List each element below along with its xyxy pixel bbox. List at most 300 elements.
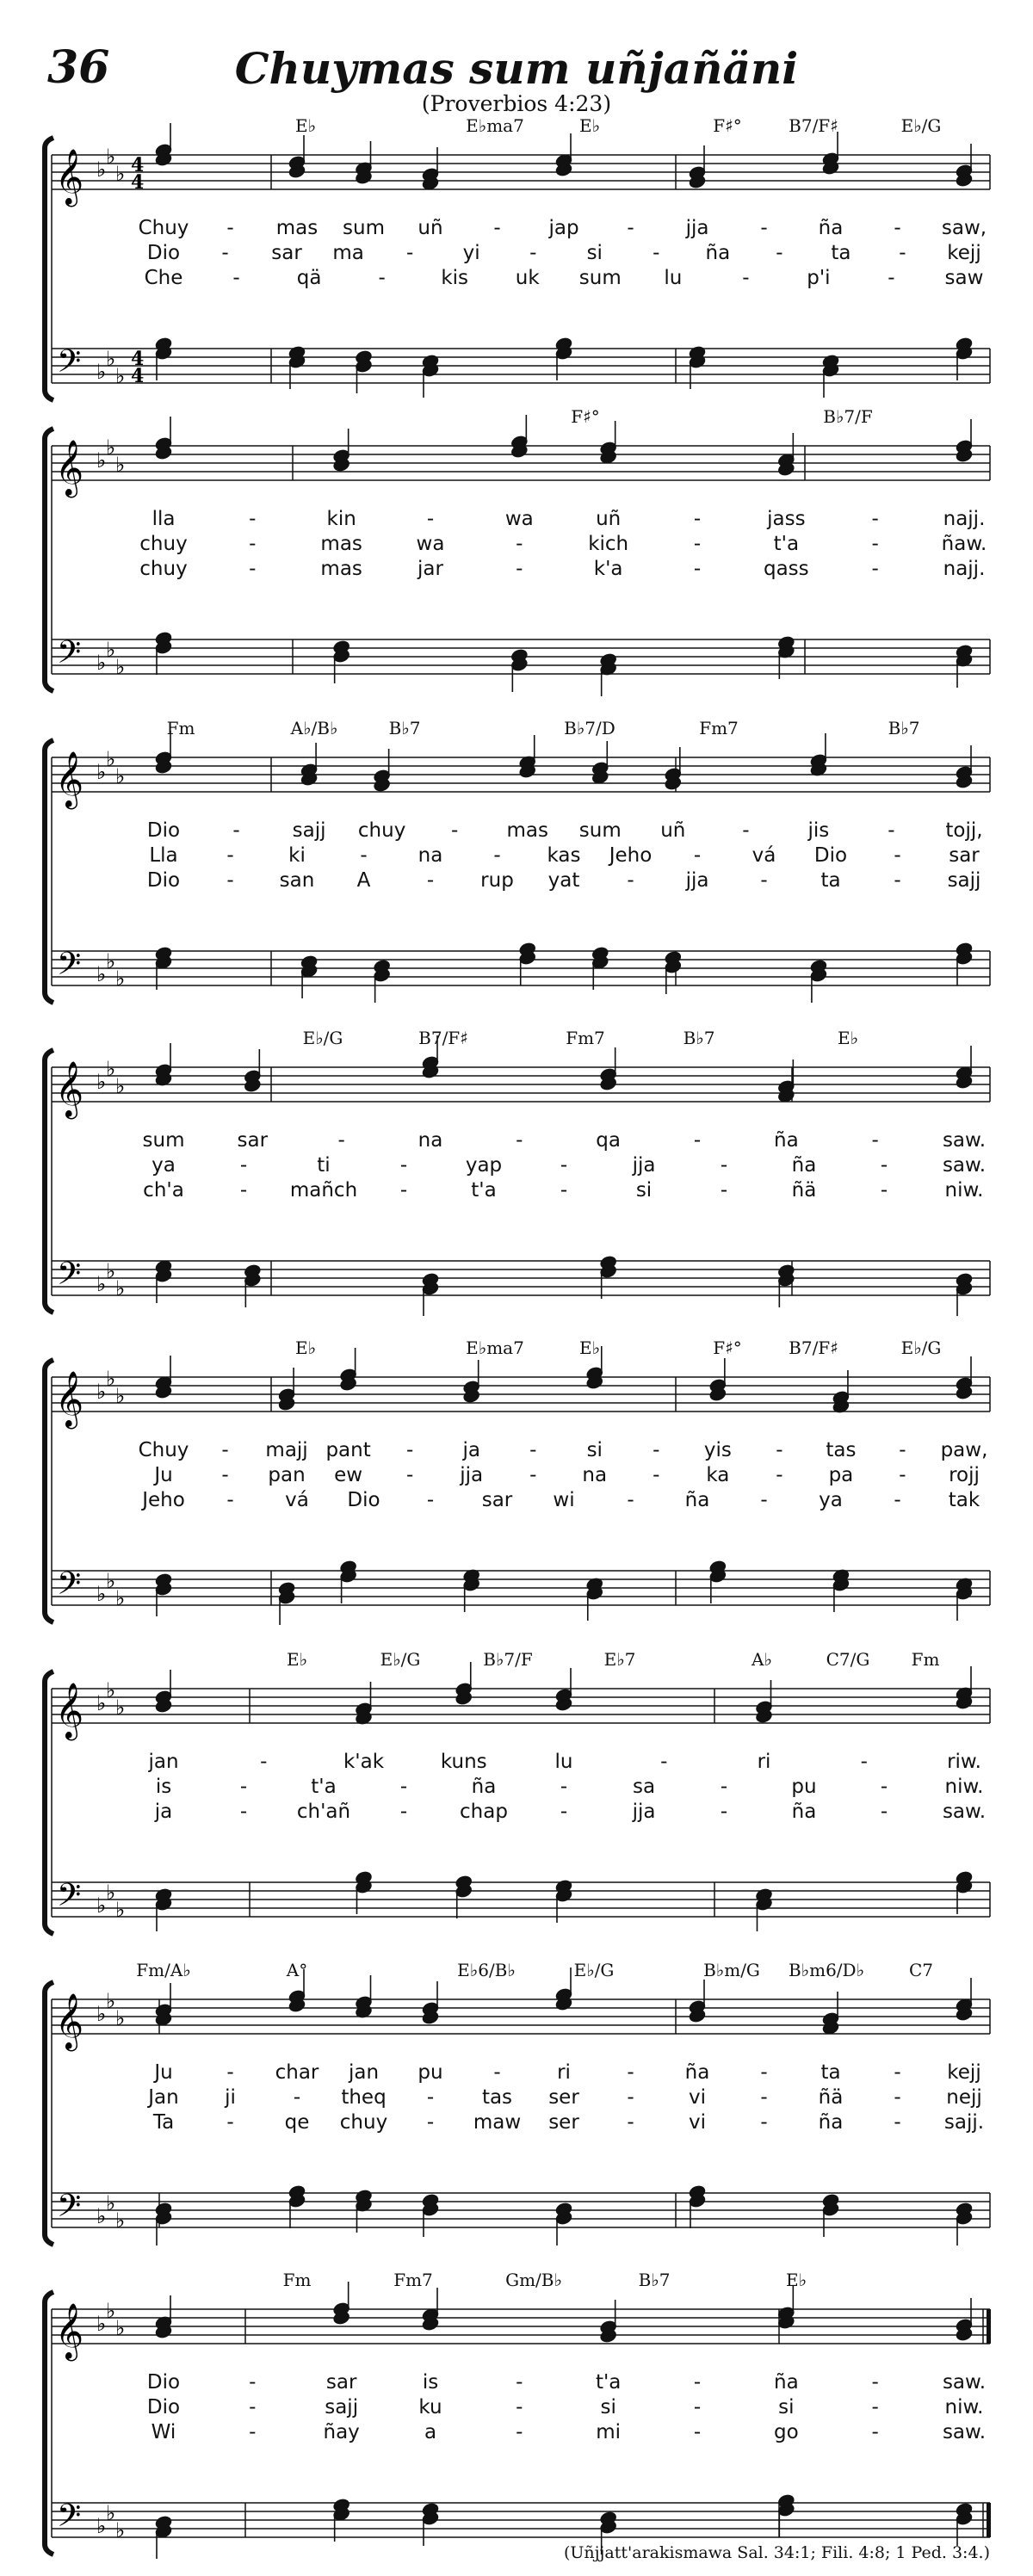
chord-symbol: B♭7/F	[823, 406, 873, 427]
lyric-syllable: nejj	[946, 2086, 982, 2109]
chord-symbol: C7	[908, 1960, 934, 1980]
lyric-syllable: ew	[334, 1464, 363, 1486]
syllable-hyphen: -	[660, 1751, 668, 1773]
key-flat-icon: ♭	[106, 747, 116, 771]
chord-symbol: E♭/G	[302, 1028, 343, 1048]
lyric-syllable: lu	[664, 267, 683, 289]
chord-symbol: C7/G	[826, 1649, 870, 1670]
key-flat-icon: ♭	[96, 158, 107, 182]
treble-staff	[52, 1067, 990, 1102]
key-flat-icon: ♭	[115, 1276, 126, 1300]
syllable-hyphen: -	[249, 558, 257, 580]
lyric-syllable: pan	[268, 1464, 306, 1486]
syllable-hyphen: -	[232, 267, 240, 289]
key-flat-icon: ♭	[96, 2002, 107, 2026]
syllable-hyphen: -	[860, 1751, 868, 1773]
lyric-syllable: tas	[481, 2086, 513, 2109]
syllable-hyphen: -	[693, 1129, 702, 1152]
syllable-hyphen: -	[894, 869, 901, 892]
syllable-hyphen: -	[221, 1439, 229, 1461]
lyric-syllable: yis	[703, 1439, 732, 1461]
key-flat-icon: ♭	[96, 1380, 107, 1404]
syllable-hyphen: -	[871, 533, 879, 555]
lyric-syllable: jan	[348, 2061, 380, 2084]
syllable-hyphen: -	[529, 1439, 537, 1461]
lyric-syllable: t'a	[595, 2371, 622, 2394]
syllable-hyphen: -	[871, 2421, 879, 2443]
lyric-syllable: ji	[225, 2086, 236, 2109]
lyric-syllable: wa	[416, 533, 445, 555]
lyric-syllable: lu	[554, 1751, 573, 1773]
lyric-syllable: mas	[320, 558, 362, 580]
key-flat-icon: ♭	[106, 436, 116, 460]
key-flat-icon: ♭	[115, 2316, 126, 2340]
lyric-syllable: Dio	[146, 2396, 181, 2418]
chord-symbol: B7/F♯	[789, 115, 838, 136]
key-flat-icon: ♭	[115, 2518, 126, 2542]
lyric-syllable: wi	[553, 1489, 575, 1511]
lyric-syllable: chap	[460, 1801, 508, 1823]
key-flat-icon: ♭	[115, 162, 126, 186]
key-flat-icon: ♭	[106, 2191, 116, 2215]
lyric-syllable: uñ	[418, 217, 443, 239]
syllable-hyphen: -	[399, 1179, 408, 1202]
syllable-hyphen: -	[249, 2371, 257, 2394]
syllable-hyphen: -	[871, 508, 879, 530]
key-flat-icon: ♭	[115, 1586, 126, 1610]
chord-symbol: E♭	[578, 1337, 601, 1358]
syllable-hyphen: -	[405, 242, 414, 264]
syllable-hyphen: -	[516, 1129, 523, 1152]
syllable-hyphen: -	[493, 2061, 501, 2084]
lyric-syllable: Ju	[154, 2061, 173, 2084]
bass-staff	[52, 1882, 990, 1917]
lyric-syllable: riw.	[947, 1751, 981, 1773]
chord-symbol: A°	[286, 1960, 308, 1980]
lyric-syllable: ser	[548, 2111, 579, 2134]
lyric-syllable: sa	[632, 1776, 656, 1798]
lyric-syllable: qe	[284, 2111, 310, 2134]
lyric-syllable: kuns	[440, 1751, 487, 1773]
lyric-syllable: chuy	[339, 2111, 388, 2134]
bass-clef-icon: 𝄢	[57, 343, 82, 387]
lyric-syllable: mi	[596, 2421, 622, 2443]
syllable-hyphen: -	[451, 819, 459, 842]
chord-symbol: Fm	[166, 718, 195, 738]
lyric-syllable: kejj	[947, 242, 981, 264]
chord-symbol: F♯°	[713, 115, 742, 136]
lyric-syllable: sar	[237, 1129, 269, 1152]
syllable-hyphen: -	[693, 2371, 702, 2394]
lyric-syllable: jis	[807, 819, 830, 842]
key-flat-icon: ♭	[106, 2299, 116, 2323]
chord-symbol: F♯°	[713, 1337, 742, 1358]
lyric-syllable: ña	[705, 242, 731, 264]
lyric-syllable: najj.	[943, 508, 986, 530]
chord-symbol: E♭/G	[380, 1649, 421, 1670]
chord-symbol: Fm/A♭	[136, 1960, 191, 1980]
chord-symbol: Fm7	[566, 1028, 605, 1048]
syllable-hyphen: -	[260, 1751, 268, 1773]
hymn-title: Chuymas sum uñjañäni	[234, 43, 799, 94]
key-flat-icon: ♭	[106, 1881, 116, 1905]
lyric-syllable: mas	[275, 217, 319, 239]
syllable-hyphen: -	[529, 1464, 537, 1486]
lyric-syllable: ser	[548, 2086, 579, 2109]
bass-clef-icon: 𝄢	[57, 1877, 82, 1921]
syllable-hyphen: -	[871, 1129, 879, 1152]
lyric-syllable: Ju	[154, 1464, 173, 1486]
syllable-hyphen: -	[226, 869, 234, 892]
time-signature: 4	[131, 365, 145, 387]
lyric-syllable: Jeho	[609, 844, 653, 867]
lyric-syllable: saw,	[941, 217, 987, 239]
lyric-syllable: vá	[752, 844, 776, 867]
syllable-hyphen: -	[720, 1179, 728, 1202]
lyric-syllable: uñ	[660, 819, 686, 842]
syllable-hyphen: -	[627, 2111, 634, 2134]
lyric-syllable: kich	[588, 533, 629, 555]
lyric-syllable: Chuy	[138, 217, 189, 239]
lyric-syllable: ya	[819, 1489, 843, 1511]
treble-clef-icon: 𝄞	[55, 1371, 84, 1427]
syllable-hyphen: -	[871, 2396, 879, 2418]
lyric-syllable: si	[600, 2396, 616, 2418]
syllable-hyphen: -	[516, 533, 523, 555]
lyric-syllable: pu	[418, 2061, 443, 2084]
chord-symbol: B7/F♯	[418, 1028, 468, 1048]
syllable-hyphen: -	[888, 819, 895, 842]
lyric-syllable: mas	[506, 819, 548, 842]
lyric-syllable: sar	[271, 242, 302, 264]
syllable-hyphen: -	[894, 1489, 901, 1511]
chord-symbol: E♭/G	[900, 115, 942, 136]
chord-symbol: E♭/G	[573, 1960, 615, 1980]
key-flat-icon: ♭	[106, 638, 116, 662]
bass-staff	[52, 1261, 990, 1295]
treble-clef-icon: 𝄞	[55, 751, 84, 807]
key-flat-icon: ♭	[115, 2006, 126, 2030]
key-flat-icon: ♭	[96, 2204, 107, 2228]
lyric-syllable: ña	[773, 2371, 799, 2394]
lyric-syllable: chuy	[139, 533, 188, 555]
lyric-syllable: niw.	[944, 1776, 984, 1798]
bass-clef-icon: 𝄢	[57, 1256, 82, 1300]
bass-clef-icon: 𝄢	[57, 634, 82, 678]
chord-symbol: E♭	[286, 1649, 308, 1670]
lyric-syllable: Dio	[146, 2371, 181, 2394]
lyric-syllable: paw,	[940, 1439, 988, 1461]
key-flat-icon: ♭	[96, 1893, 107, 1918]
syllable-hyphen: -	[760, 869, 768, 892]
lyric-syllable: jja	[632, 1801, 656, 1823]
lyric-syllable: mañch	[289, 1179, 358, 1202]
lyric-syllable: sar	[949, 844, 980, 867]
chord-symbol: A♭	[752, 1649, 772, 1670]
lyric-syllable: sar	[325, 2371, 357, 2394]
lyric-syllable: uñ	[596, 508, 622, 530]
syllable-hyphen: -	[693, 508, 702, 530]
lyric-syllable: saw.	[942, 1129, 987, 1152]
key-flat-icon: ♭	[106, 145, 116, 169]
key-flat-icon: ♭	[115, 1384, 126, 1408]
syllable-hyphen: -	[880, 1154, 888, 1177]
chord-symbol: B♭m/G	[703, 1960, 760, 1980]
syllable-hyphen: -	[899, 1464, 906, 1486]
lyric-syllable: ri	[557, 2061, 571, 2084]
lyric-syllable: pant	[325, 1439, 371, 1461]
chord-symbol: E♭ma7	[466, 115, 524, 136]
syllable-hyphen: -	[899, 242, 906, 264]
lyric-syllable: Dio	[146, 242, 181, 264]
key-flat-icon: ♭	[96, 1070, 107, 1094]
chord-symbol: B♭7/D	[564, 718, 615, 738]
lyric-syllable: Wi	[151, 2421, 176, 2443]
chord-symbol: E♭6/B♭	[457, 1960, 516, 1980]
chord-symbol: F♯°	[571, 406, 600, 427]
syllable-hyphen: -	[693, 2396, 702, 2418]
key-flat-icon: ♭	[96, 1691, 107, 1715]
lyric-syllable: ña	[791, 1154, 817, 1177]
treble-staff	[52, 155, 990, 189]
lyric-syllable: Che	[144, 267, 183, 289]
syllable-hyphen: -	[627, 1489, 634, 1511]
syllable-hyphen: -	[378, 267, 386, 289]
lyric-syllable: vi	[688, 2111, 707, 2134]
lyric-syllable: najj.	[943, 558, 986, 580]
lyric-syllable: sajj	[947, 869, 981, 892]
key-flat-icon: ♭	[115, 1898, 126, 1922]
lyric-syllable: vi	[688, 2086, 707, 2109]
key-flat-icon: ♭	[115, 764, 126, 788]
syllable-hyphen: -	[249, 2421, 257, 2443]
syllable-hyphen: -	[871, 558, 879, 580]
lyric-syllable: theq	[341, 2086, 387, 2109]
chord-symbol: E♭	[785, 2270, 807, 2290]
treble-staff	[52, 1999, 990, 2034]
key-flat-icon: ♭	[115, 2208, 126, 2233]
key-flat-icon: ♭	[106, 347, 116, 371]
lyric-syllable: sar	[481, 1489, 513, 1511]
chord-symbol: Fm	[282, 2270, 312, 2290]
syllable-hyphen: -	[776, 1464, 783, 1486]
lyric-syllable: sajj	[292, 819, 326, 842]
key-flat-icon: ♭	[115, 1074, 126, 1098]
lyric-syllable: jan	[148, 1751, 179, 1773]
syllable-hyphen: -	[880, 1179, 888, 1202]
lyric-syllable: Jan	[148, 2086, 179, 2109]
syllable-hyphen: -	[399, 1801, 408, 1823]
lyric-syllable: ta	[820, 869, 841, 892]
lyric-syllable: na	[418, 1129, 443, 1152]
syllable-hyphen: -	[720, 1801, 728, 1823]
lyric-syllable: yat	[547, 869, 580, 892]
chord-symbol: E♭ma7	[466, 1337, 524, 1358]
key-flat-icon: ♭	[96, 448, 107, 473]
syllable-hyphen: -	[760, 2061, 768, 2084]
syllable-hyphen: -	[493, 844, 501, 867]
syllable-hyphen: -	[693, 2421, 702, 2443]
key-flat-icon: ♭	[96, 360, 107, 384]
syllable-hyphen: -	[232, 819, 240, 842]
lyric-syllable: ñaw.	[941, 533, 987, 555]
syllable-hyphen: -	[426, 1489, 435, 1511]
chord-symbol: E♭/G	[900, 1337, 942, 1358]
lyric-syllable: ya	[152, 1154, 176, 1177]
syllable-hyphen: -	[894, 217, 901, 239]
bass-clef-icon: 𝄢	[57, 946, 82, 990]
chord-symbol: B7/F♯	[789, 1337, 838, 1358]
lyric-syllable: ja	[462, 1439, 480, 1461]
lyric-syllable: pu	[791, 1776, 817, 1798]
lyric-syllable: sajj.	[943, 2111, 985, 2134]
bass-clef-icon: 𝄢	[57, 2188, 82, 2232]
lyric-syllable: ch'a	[143, 1179, 184, 1202]
chord-symbol: Fm7	[393, 2270, 433, 2290]
lyric-syllable: yi	[462, 242, 480, 264]
syllable-hyphen: -	[239, 1179, 248, 1202]
lyric-syllable: ki	[288, 844, 306, 867]
lyric-syllable: a	[424, 2421, 437, 2443]
lyric-syllable: p'i	[807, 267, 831, 289]
lyric-syllable: jap	[548, 217, 579, 239]
key-flat-icon: ♭	[96, 651, 107, 675]
syllable-hyphen: -	[226, 1489, 234, 1511]
chord-symbol: Fm	[911, 1649, 940, 1670]
lyric-syllable: qä	[296, 267, 322, 289]
syllable-hyphen: -	[560, 1179, 568, 1202]
lyric-syllable: sum	[578, 267, 622, 289]
lyric-syllable: ña	[818, 217, 844, 239]
bass-staff	[52, 2503, 990, 2537]
lyric-syllable: si	[635, 1179, 653, 1202]
lyric-syllable: jja	[460, 1464, 484, 1486]
treble-clef-icon: 𝄞	[55, 2303, 84, 2359]
syllable-hyphen: -	[627, 2086, 634, 2109]
chord-symbol: E♭	[294, 115, 317, 136]
lyric-syllable: jass	[767, 508, 806, 530]
syllable-hyphen: -	[880, 1801, 888, 1823]
key-flat-icon: ♭	[115, 364, 126, 388]
chord-symbol: B♭7/F	[483, 1649, 533, 1670]
lyric-syllable: sum	[578, 819, 622, 842]
lyric-syllable: saw.	[942, 2371, 987, 2394]
lyric-syllable: ri	[757, 1751, 771, 1773]
lyric-syllable: chuy	[357, 819, 406, 842]
key-flat-icon: ♭	[96, 2312, 107, 2336]
lyric-syllable: ti	[317, 1154, 331, 1177]
syllable-hyphen: -	[239, 1801, 248, 1823]
lyric-syllable: k'ak	[343, 1751, 385, 1773]
lyric-syllable: sum	[343, 217, 385, 239]
lyric-syllable: kejj	[947, 2061, 981, 2084]
treble-clef-icon: 𝄞	[55, 1683, 84, 1739]
key-flat-icon: ♭	[96, 2514, 107, 2538]
key-flat-icon: ♭	[106, 949, 116, 973]
lyric-syllable: niw.	[944, 1179, 984, 1202]
chord-symbol: B♭7	[638, 2270, 671, 2290]
lyric-syllable: ta	[831, 242, 851, 264]
lyric-syllable: ñä	[818, 2086, 844, 2109]
syllable-hyphen: -	[653, 1464, 660, 1486]
syllable-hyphen: -	[776, 242, 783, 264]
lyric-syllable: ta	[820, 2061, 841, 2084]
syllable-hyphen: -	[516, 558, 523, 580]
lyric-syllable: rojj	[949, 1464, 980, 1486]
lyric-syllable: rup	[480, 869, 514, 892]
syllable-hyphen: -	[249, 2396, 257, 2418]
treble-clef-icon: 𝄞	[55, 1993, 84, 2049]
syllable-hyphen: -	[760, 1489, 768, 1511]
syllable-hyphen: -	[399, 1776, 408, 1798]
time-signature: 4	[131, 154, 145, 176]
syllable-hyphen: -	[760, 217, 768, 239]
lyric-syllable: yap	[465, 1154, 503, 1177]
chord-symbol: B♭7	[683, 1028, 715, 1048]
syllable-hyphen: -	[720, 1776, 728, 1798]
lyric-syllable: t'a	[773, 533, 800, 555]
syllable-hyphen: -	[760, 2111, 768, 2134]
bass-clef-icon: 𝄢	[57, 2498, 82, 2542]
syllable-hyphen: -	[399, 1154, 408, 1177]
lyric-syllable: go	[773, 2421, 799, 2443]
bass-staff	[52, 349, 990, 383]
lyric-syllable: ja	[154, 1801, 173, 1823]
treble-clef-icon: 𝄞	[55, 1061, 84, 1117]
time-signature: 4	[131, 171, 145, 194]
chord-symbol: B♭m6/D♭	[788, 1960, 865, 1980]
lyric-syllable: Ta	[152, 2111, 175, 2134]
chord-symbol: E♭7	[603, 1649, 636, 1670]
bass-staff	[52, 2193, 990, 2227]
syllable-hyphen: -	[337, 1129, 345, 1152]
syllable-hyphen: -	[560, 1776, 568, 1798]
lyric-syllable: ña	[684, 2061, 710, 2084]
time-signature: 4	[131, 348, 145, 370]
key-flat-icon: ♭	[96, 962, 107, 986]
chord-symbol: E♭	[578, 115, 601, 136]
syllable-hyphen: -	[426, 508, 435, 530]
lyric-syllable: Dio	[347, 1489, 380, 1511]
syllable-hyphen: -	[880, 1776, 888, 1798]
lyric-syllable: Chuy	[138, 1439, 189, 1461]
syllable-hyphen: -	[226, 217, 234, 239]
lyric-syllable: ña	[818, 2111, 844, 2134]
treble-clef-icon: 𝄞	[55, 440, 84, 496]
key-flat-icon: ♭	[96, 1582, 107, 1606]
lyric-syllable: si	[778, 2396, 795, 2418]
syllable-hyphen: -	[776, 1439, 783, 1461]
lyric-syllable: Jeho	[142, 1489, 185, 1511]
lyric-syllable: qass	[763, 558, 809, 580]
scripture-reference: (Proverbios 4:23)	[421, 91, 612, 116]
key-flat-icon: ♭	[115, 967, 126, 991]
chord-symbol: B♭7	[888, 718, 920, 738]
syllable-hyphen: -	[239, 1776, 248, 1798]
lyric-syllable: sajj	[325, 2396, 359, 2418]
chord-symbol: E♭	[837, 1028, 859, 1048]
lyric-syllable: chuy	[139, 558, 188, 580]
key-flat-icon: ♭	[106, 1057, 116, 1081]
syllable-hyphen: -	[426, 2111, 435, 2134]
chord-symbol: A♭/B♭	[290, 718, 338, 738]
lyric-syllable: tojj,	[945, 819, 983, 842]
syllable-hyphen: -	[529, 242, 537, 264]
syllable-hyphen: -	[627, 869, 634, 892]
lyric-syllable: saw.	[942, 1801, 987, 1823]
syllable-hyphen: -	[871, 2371, 879, 2394]
syllable-hyphen: -	[720, 1154, 728, 1177]
